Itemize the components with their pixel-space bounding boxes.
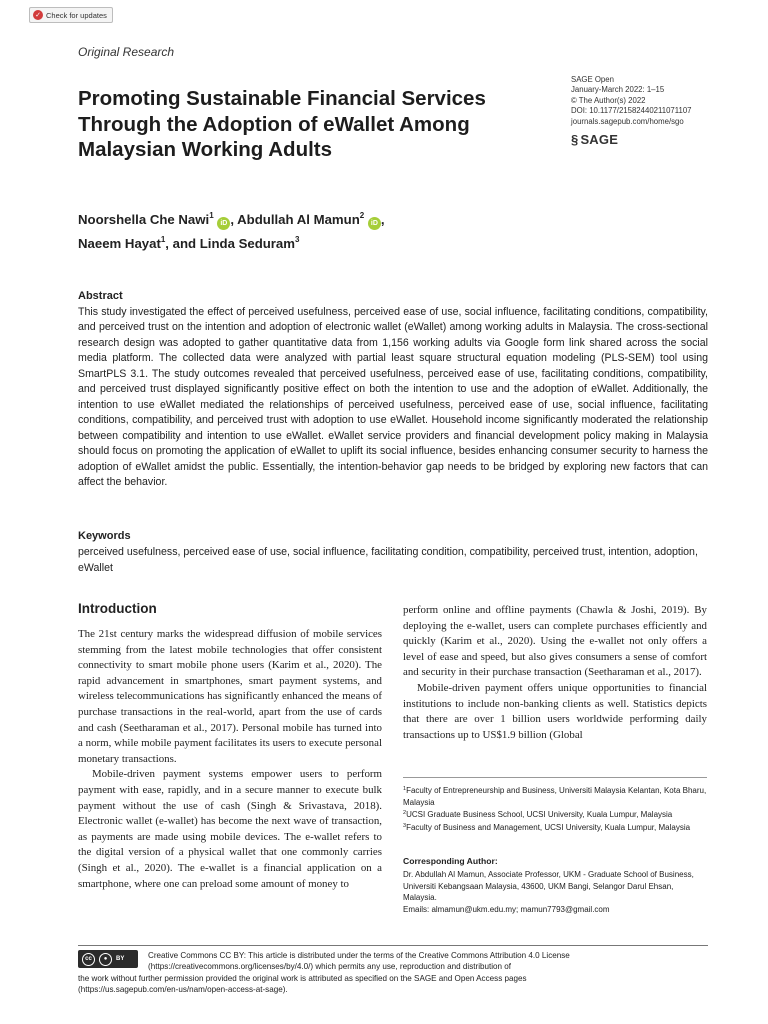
cc-by-license-badge[interactable] [78,950,138,968]
author-separator: , [380,212,385,227]
author-name: Naeem Hayat [78,236,161,251]
affiliation-item [403,821,707,834]
creative-commons-icon: cc [82,953,95,966]
keywords-text: perceived usefulness, perceived ease of use, social influence, facilitating condition, compatibility, perceived trust, intention, adoption, eWallet [78,546,698,574]
body-paragraph: perform online and offline payments (Chawla & Joshi, 2019). By deploying the e-wallet, users can complete purchases efficiently and quickly (Karim et al., 2020). Using the e-wallet not only offers a level of ease and speed, but also gives consumers a sense of comfort and security in their purchase transaction (Seetharaman et al., 2017). [403,604,707,679]
affiliation-number: 2 [403,810,407,817]
abstract-text: This study investigated the effect of perceived usefulness, perceived ease of use, social influence, facilitating conditions, compatibility, and perceived trust on the intention and adoption of electronic wallet (eWallet) among working adults in Malaysia. The cross-sectional research design was adopted to gather quantitative data from 1,156 working adults via Google form link shared across the social media platform. The collected data were analyzed with partial least square structural equation modeling (PLS-SEM) tool using SmartPLS 3.1. The study outcomes revealed that perceived usefulness, perceived ease of use, facilitating conditions, compatibility, and perceived trust displayed significantly positive effect on both the intention to use and the adoption of eWallet. Additionally, the intention to use eWallet mediated the relationships of perceived usefulness, perceived ease of use, social influence, facilitating conditions, compatibility, and perceived trust with adoption to use eWallet. Household income significantly moderated the relationship between compatibility and intention to use eWallet. eWallet service providers and financial development policy making in Malaysia should focus on promoting the application of eWallet to uplift its social influence, besides enhancing consumer security to harness the adoption of eWallet amidst the public. Essentially, the intention-behavior gap needs to be bridged by exploring new factors that can affect the behavior. [78,306,708,488]
author-separator: , and [165,236,200,251]
affiliations [403,784,707,833]
orcid-icon[interactable]: iD [217,217,230,230]
attribution-icon: ● [99,953,112,966]
journal-info [571,75,692,127]
orcid-icon[interactable]: iD [368,217,381,230]
footnote-divider [403,777,707,778]
affiliation-marker: 2 [359,211,365,220]
publisher-name: SAGE [580,132,619,147]
body-column-right [403,603,707,743]
author-name: Abdullah Al Mamun [237,212,360,227]
license-text [78,950,708,996]
sage-logo-icon: § [571,132,579,147]
journal-name: SAGE Open [571,75,614,84]
affiliation-text: Faculty of Business and Management, UCSI University, Kuala Lumpur, Malaysia [406,822,691,832]
corresponding-author-emails[interactable]: Emails: almamun@ukm.edu.my; mamun7793@gmail.com [403,904,610,914]
body-paragraph: Mobile-driven payment systems empower users to perform payment with ease, rapidly, and in a secure manner to execute bulk payment without the use of cash (Singh & Srivastava, 2018). Electronic wallet (e-wallet) has become the next wave of transaction, as payments are made using mobile devices. The e-wallet refers to the digital version of a physical wallet that one commonly carries (Singh et al., 2020). The e-wallet is a financial application on a smartphone, where one can preload some amount of money to [78,768,382,890]
by-label: BY [116,956,125,962]
body-column-left [78,627,382,892]
affiliation-number: 1 [403,786,407,792]
check-for-updates-label: Check for updates [46,10,107,20]
license-link[interactable]: (https://us.sagepub.com/en-us/nam/open-access-at-sage). [78,985,288,995]
corresponding-author-heading: Corresponding Author: [403,856,498,866]
corresponding-author-details [403,869,707,915]
keywords-heading: Keywords [78,530,131,542]
license-line: Creative Commons CC BY: This article is distributed under the terms of the Creative Commons Attribution 4.0 License [148,951,570,960]
license-line: the work without further permission provided the original work is attributed as specified on the SAGE and Open Access pages [78,973,527,983]
affiliation-marker: 3 [295,235,300,244]
affiliation-marker: 1 [209,211,214,220]
body-paragraph: The 21st century marks the widespread diffusion of mobile services stemming from the latest mobile technologies that offer consistent connectivity to smart mobile phone users (Karim et al., 2020). The rapid advancement in smartphones, smart payment systems, and wireless telecommunications has significantly enhanced the means of purchase transactions in the real-world, apart from the use of cards and cash (Seetharaman et al., 2017). Personal mobile has turned into a norm, while mobile payment facilitates its users to execute personal monetary transactions. [78,628,382,765]
check-for-updates-badge[interactable] [29,7,113,23]
affiliation-item [403,808,707,821]
section-label: Original Research [78,45,175,59]
affiliation-text: UCSI Graduate Business School, UCSI University, Kuala Lumpur, Malaysia [406,810,673,820]
article-title: Promoting Sustainable Financial Services Through the Adoption of eWallet Among Malaysian Working Adults [78,87,486,161]
affiliation-text: Faculty of Entrepreneurship and Business, Universiti Malaysia Kelantan, Kota Bharu, Malaysia [403,786,707,807]
journal-url[interactable]: journals.sagepub.com/home/sgo [571,116,684,126]
corresponding-author-address: Dr. Abdullah Al Mamun, Associate Professor, UKM - Graduate School of Business, Universiti Kebangsaan Malaysia, 43600, UKM Bangi, Selangor Darul Ehsan, Malaysia. [403,870,694,903]
check-updates-icon: ✓ [33,10,43,20]
author-name: Linda Seduram [199,236,295,251]
journal-copyright: © The Author(s) 2022 [571,95,646,105]
affiliation-item [403,784,707,808]
author-separator: , [230,212,238,227]
abstract-heading: Abstract [78,290,123,302]
publisher-logo [571,132,618,147]
journal-doi[interactable]: DOI: 10.1177/21582440211071107 [571,106,692,116]
license-divider [78,945,708,946]
license-link[interactable]: (https://creativecommons.org/licenses/by/4.0/) which permits any use, reproduction and distribution of [148,962,512,972]
affiliation-number: 3 [403,822,407,829]
author-name: Noorshella Che Nawi [78,212,210,227]
journal-issue: January-March 2022: 1–15 [571,85,665,95]
author-list [78,206,548,254]
affiliation-marker: 1 [160,235,166,244]
body-paragraph: Mobile-driven payment offers unique opportunities to financial institutions to include non-banking clients as well. Statistics depicts that there are over 1 billion users worldwide performing daily transactions up to US$1.9 billion (Global [403,681,707,741]
introduction-heading: Introduction [78,601,157,616]
